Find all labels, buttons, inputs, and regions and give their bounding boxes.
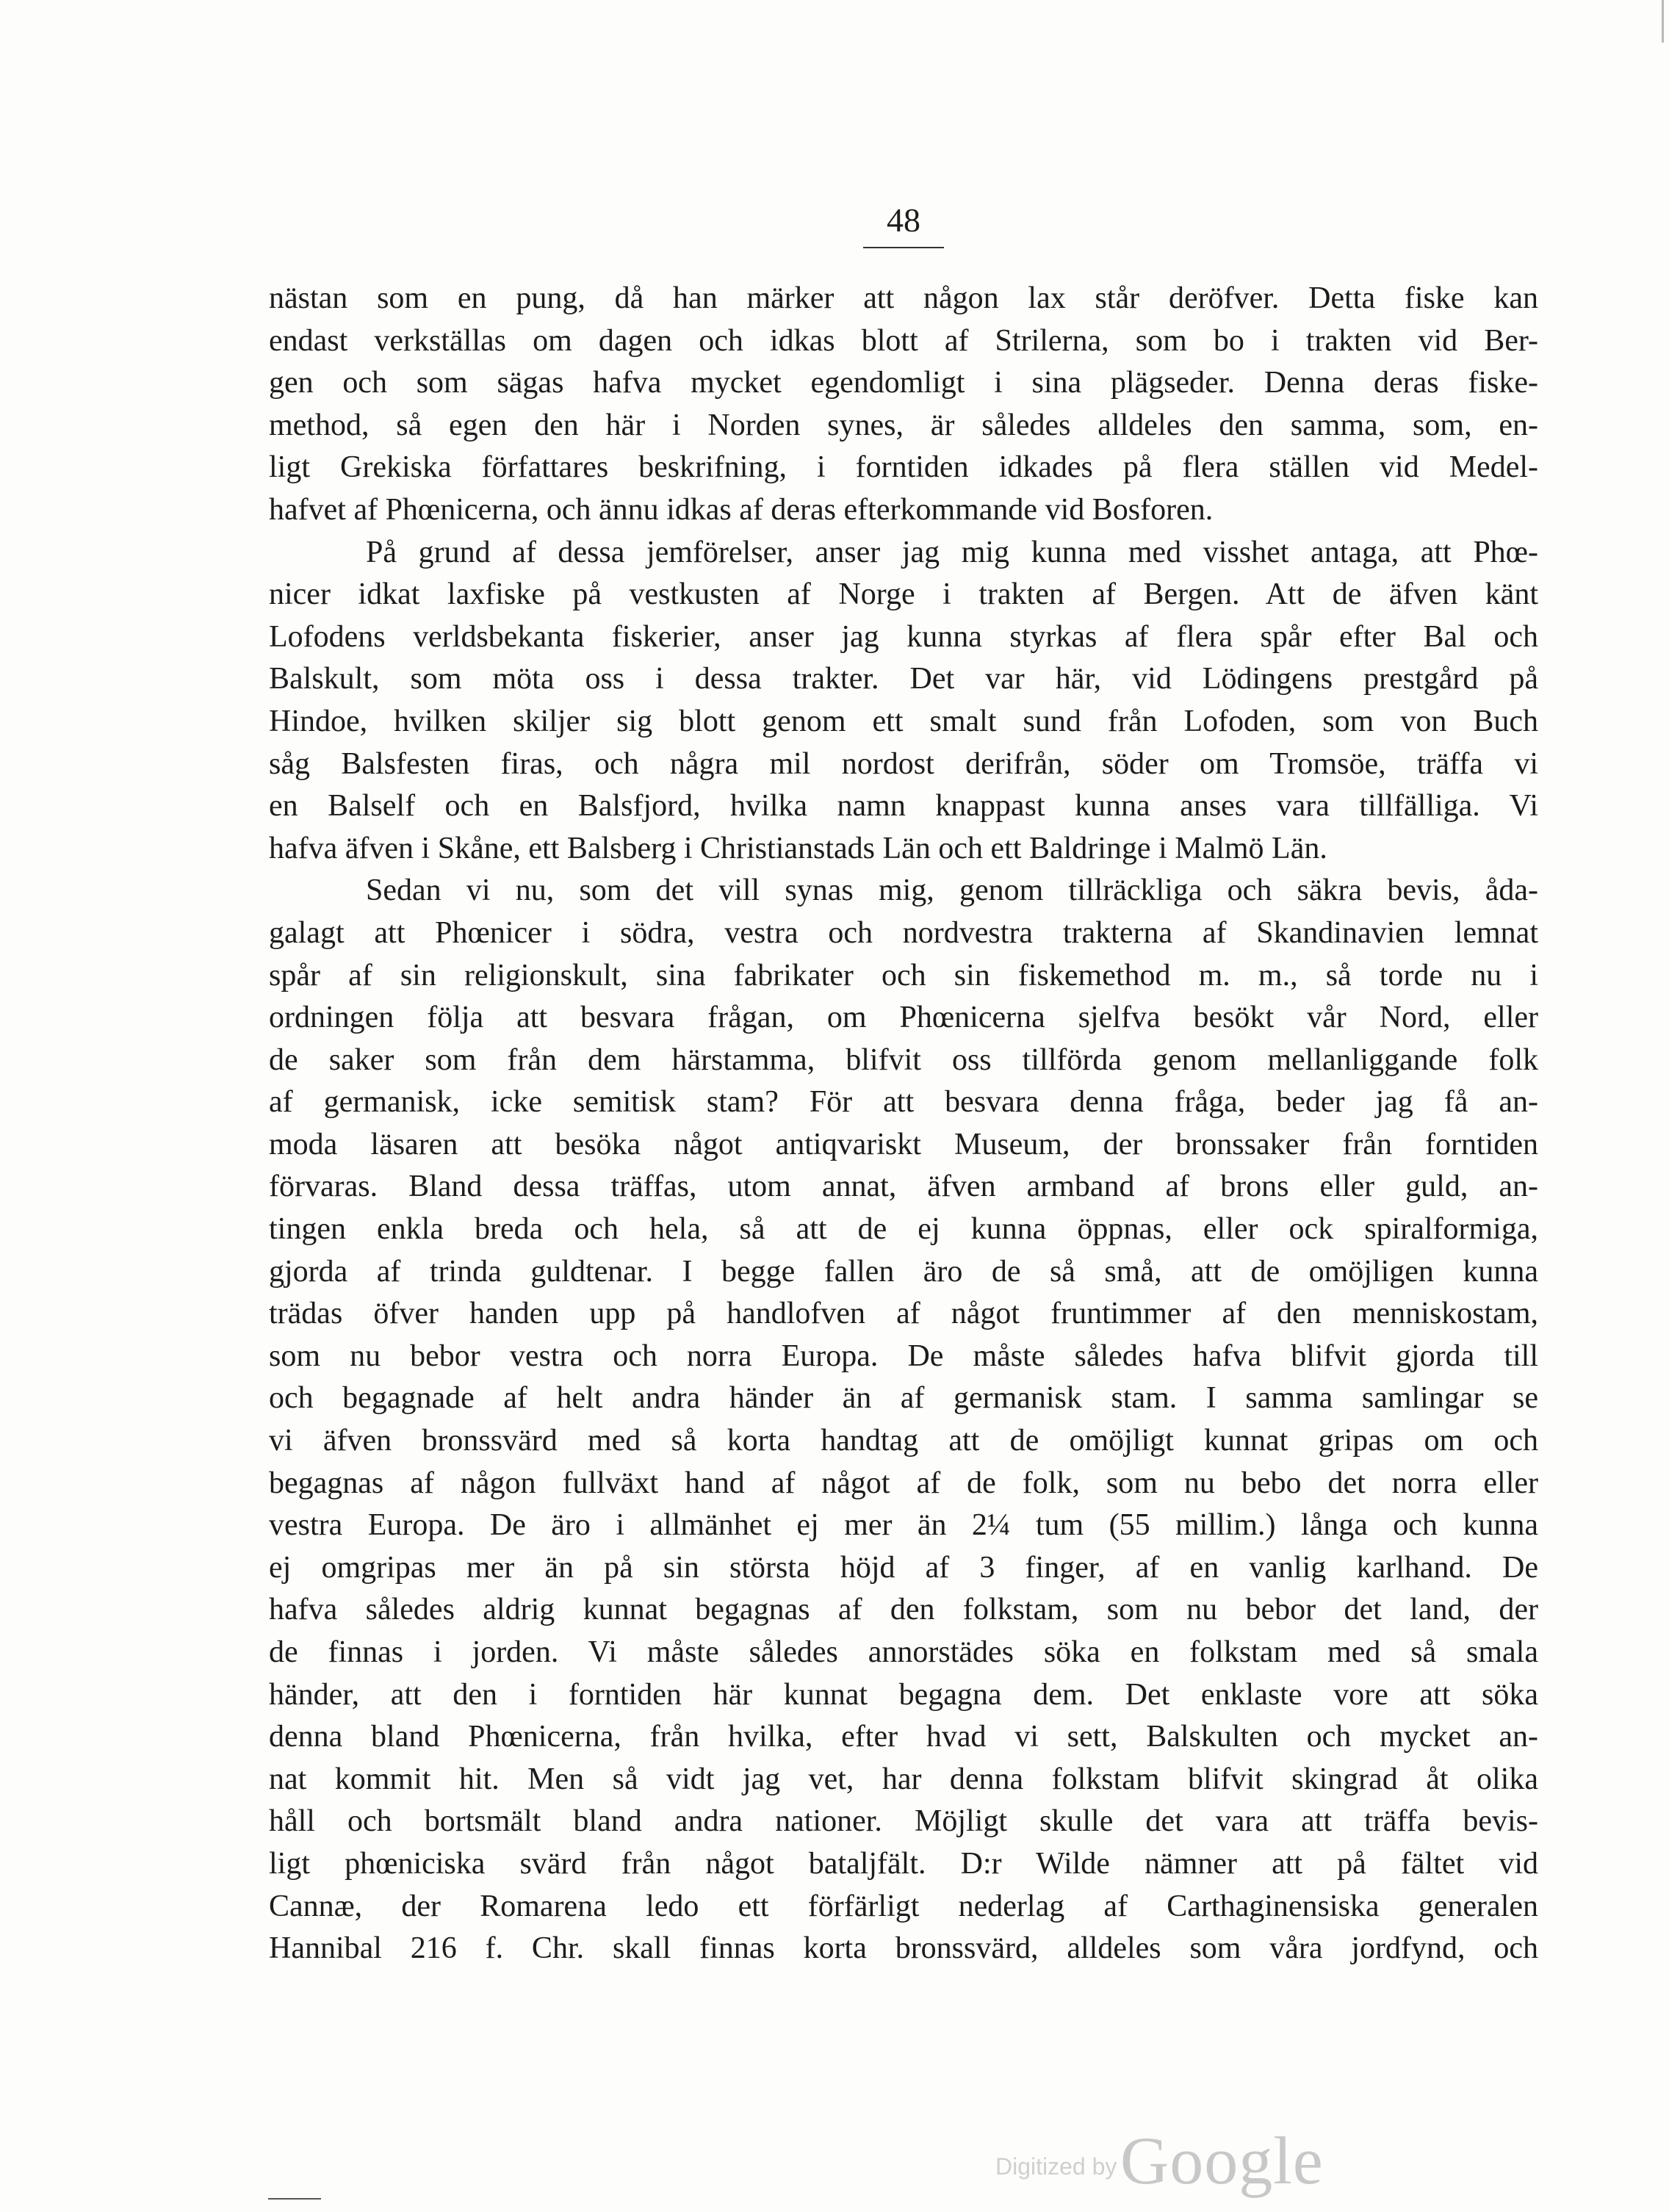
text-line: hafva således aldrig kunnat begagnas af den folkstam, som nu bebor det land, der bbox=[269, 1593, 1538, 1627]
text-line: endast verkställas om dagen och idkas blott af Strilerna, som bo i trakten vid Ber- bbox=[269, 323, 1538, 358]
text-line: förvaras. Bland dessa träffas, utom annat, äfven armband af brons eller guld, an- bbox=[269, 1170, 1538, 1204]
text-line: Lofodens verldsbekanta fiskerier, anser jag kunna styrkas af flera spår efter Bal och bbox=[269, 619, 1538, 654]
watermark-prefix: Digitized by bbox=[995, 2153, 1117, 2180]
text-line: moda läsaren att besöka något antiqvariskt Museum, der bronssaker från forntiden bbox=[269, 1127, 1538, 1161]
text-line: method, så egen den här i Norden synes, är således alldeles den samma, som, en- bbox=[269, 408, 1538, 442]
scan-edge-mark bbox=[1662, 0, 1664, 43]
text-line: nästan som en pung, då han märker att någon lax står deröfver. Detta fiske kan bbox=[269, 281, 1538, 315]
text-line: händer, att den i forntiden här kunnat begagna dem. Det enklaste vore att söka bbox=[269, 1677, 1538, 1712]
text-line: tingen enkla breda och hela, så att de ej kunna öppnas, eller ock spiralformiga, bbox=[269, 1212, 1538, 1247]
body-text bbox=[269, 278, 1538, 1970]
text-line: Hindoe, hvilken skiljer sig blott genom ett smalt sund från Lofoden, som von Buch bbox=[269, 704, 1538, 738]
text-line: de finnas i jorden. Vi måste således annorstädes söka en folkstam med så smala bbox=[269, 1635, 1538, 1669]
text-line: trädas öfver handen upp på handlofven af något fruntimmer af den menniskostam, bbox=[269, 1297, 1538, 1331]
page-number-rule bbox=[863, 247, 944, 248]
text-line: Sedan vi nu, som det vill synas mig, genom tillräckliga och säkra bevis, åda- bbox=[366, 873, 1538, 908]
text-line: På grund af dessa jemförelser, anser jag mig kunna med visshet antaga, att Phœ- bbox=[366, 535, 1538, 569]
digitized-watermark bbox=[995, 2122, 1324, 2200]
text-line: ligt phœniciska svärd från något bataljfält. D:r Wilde nämner att på fältet vid bbox=[269, 1846, 1538, 1881]
text-line: en Balself och en Balsfjord, hvilka namn knappast kunna anses vara tillfälliga. Vi bbox=[269, 789, 1538, 824]
text-line: vestra Europa. De äro i allmänhet ej mer än 2¼ tum (55 millim.) långa och kunna bbox=[269, 1508, 1538, 1543]
text-line: af germanisk, icke semitisk stam? För att besvara denna fråga, beder jag få an- bbox=[269, 1085, 1538, 1120]
text-line: nicer idkat laxfiske på vestkusten af Norge i trakten af Bergen. Att de äfven känt bbox=[269, 577, 1538, 612]
text-line: galagt att Phœnicer i södra, vestra och nordvestra trakterna af Skandinavien lemnat bbox=[269, 915, 1538, 950]
text-line: såg Balsfesten firas, och några mil nordost derifrån, söder om Tromsöe, träffa vi bbox=[269, 746, 1538, 781]
text-line: begagnas af någon fullväxt hand af något af de folk, som nu bebo det norra eller bbox=[269, 1466, 1538, 1500]
text-line: ligt Grekiska författares beskrifning, i forntiden idkades på flera ställen vid Medel- bbox=[269, 450, 1538, 485]
text-line: gjorda af trinda guldtenar. I begge fallen äro de så små, att de omöjligen kunna bbox=[269, 1254, 1538, 1289]
google-logo: Google bbox=[1120, 2123, 1324, 2198]
footer-rule bbox=[268, 2198, 321, 2200]
text-line: som nu bebor vestra och norra Europa. De måste således hafva blifvit gjorda till bbox=[269, 1339, 1538, 1373]
text-line: ordningen följa att besvara frågan, om Phœnicerna sjelfva besökt vår Nord, eller bbox=[269, 1001, 1538, 1035]
text-line: vi äfven bronssvärd med så korta handtag att de omöjligt kunnat gripas om och bbox=[269, 1424, 1538, 1458]
text-line: denna bland Phœnicerna, från hvilka, efter hvad vi sett, Balskulten och mycket an- bbox=[269, 1720, 1538, 1754]
text-line: Hannibal 216 f. Chr. skall finnas korta bronssvärd, alldeles som våra jordfynd, och bbox=[269, 1931, 1538, 1966]
text-line: Balskult, som möta oss i dessa trakter. Det var här, vid Lödingens prestgård på bbox=[269, 662, 1538, 696]
text-line: hafvet af Phœnicerna, och ännu idkas af deras efterkommande vid Bosforen. bbox=[269, 492, 1214, 527]
text-line: ej omgripas mer än på sin största höjd af 3 finger, af en vanlig karlhand. De bbox=[269, 1550, 1538, 1585]
text-line: Cannæ, der Romarena ledo ett förfärligt nederlag af Carthaginensiska generalen bbox=[269, 1889, 1538, 1923]
text-line: de saker som från dem härstamma, blifvit oss tillförda genom mellanliggande folk bbox=[269, 1042, 1538, 1077]
page-number: 48 bbox=[887, 201, 920, 239]
text-line: gen och som sägas hafva mycket egendomligt i sina plägseder. Denna deras fiske- bbox=[269, 366, 1538, 400]
text-line: spår af sin religionskult, sina fabrikater och sin fiskemethod m. m., så torde nu i bbox=[269, 958, 1538, 992]
text-line: håll och bortsmält bland andra nationer. Möjligt skulle det vara att träffa bevis- bbox=[269, 1804, 1538, 1839]
text-line: nat kommit hit. Men så vidt jag vet, har denna folkstam blifvit skingrad åt olika bbox=[269, 1762, 1538, 1796]
text-line: och begagnade af helt andra händer än af germanisk stam. I samma samlingar se bbox=[269, 1381, 1538, 1416]
text-line: hafva äfven i Skåne, ett Balsberg i Christianstads Län och ett Baldringe i Malmö Län. bbox=[269, 831, 1327, 865]
